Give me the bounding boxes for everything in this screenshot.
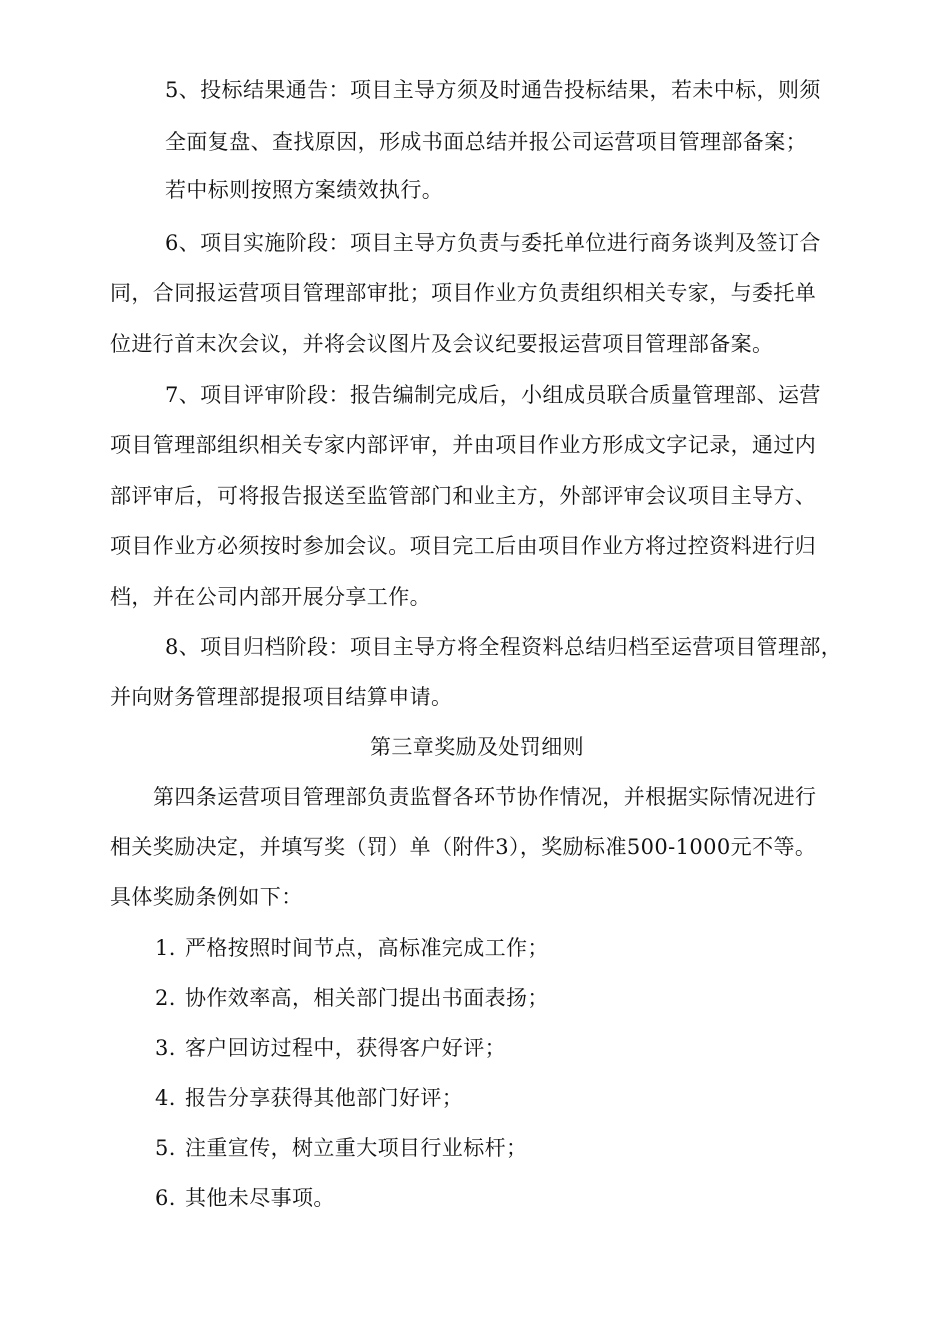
list-item-number: 1. [155,936,176,960]
list-item-text: 报告分享获得其他部门好评； [185,1086,464,1110]
section-5-line-2: 全面复盘、查找原因，形成书面总结并报公司运营项目管理部备案； [165,130,807,154]
article-4-line-1: 第四条运营项目管理部负责监督各环节协作情况，并根据实际情况进行 [153,785,817,809]
list-item [155,1185,335,1211]
section-5-line-3: 若中标则按照方案绩效执行。 [165,178,444,202]
article-4-line-3: 具体奖励条例如下： [110,885,303,909]
list-item-number: 4. [155,1086,176,1110]
section-6-line-3: 位进行首末次会议，并将会议图片及会议纪要报运营项目管理部备案。 [110,332,774,356]
list-item-number: 2. [155,986,176,1010]
section-7-line-3: 部评审后，可将报告报送至监管部门和业主方，外部评审会议项目主导方、 [110,484,817,508]
list-item-text: 协作效率高，相关部门提出书面表扬； [185,986,549,1010]
list-item-number: 3. [155,1036,176,1060]
section-7-line-2: 项目管理部组织相关专家内部评审，并由项目作业方形成文字记录，通过内 [110,433,817,457]
list-item-text: 严格按照时间节点，高标准完成工作； [185,936,549,960]
list-item-text: 客户回访过程中，获得客户好评； [185,1036,506,1060]
section-6-line-1: 6、项目实施阶段：项目主导方负责与委托单位进行商务谈判及签订合 [165,231,821,255]
list-item [155,1135,527,1161]
list-item [155,985,549,1011]
list-item [155,1085,463,1111]
section-7-line-4: 项目作业方必须按时参加会议。项目完工后由项目作业方将过控资料进行归 [110,534,817,558]
section-5-line-1: 5、投标结果通告：项目主导方须及时通告投标结果，若未中标，则须 [165,78,821,102]
list-item-text: 注重宣传，树立重大项目行业标杆； [185,1136,528,1160]
list-item-text: 其他未尽事项。 [185,1186,335,1210]
list-item-number: 5. [155,1136,176,1160]
section-8-line-1: 8、项目归档阶段：项目主导方将全程资料总结归档至运营项目管理部， [165,635,843,659]
section-7-line-5: 档，并在公司内部开展分享工作。 [110,585,431,609]
list-item [155,935,549,961]
list-item [155,1035,506,1061]
list-item-number: 6. [155,1186,176,1210]
section-8-line-2: 并向财务管理部提报项目结算申请。 [110,685,453,709]
section-7-line-1: 7、项目评审阶段：报告编制完成后，小组成员联合质量管理部、运营 [165,383,821,407]
chapter-title: 第三章奖励及处罚细则 [370,735,584,759]
article-4-line-2: 相关奖励决定，并填写奖（罚）单（附件3），奖励标准500-1000元不等。 [110,835,817,859]
section-6-line-2: 同，合同报运营项目管理部审批；项目作业方负责组织相关专家，与委托单 [110,281,817,305]
